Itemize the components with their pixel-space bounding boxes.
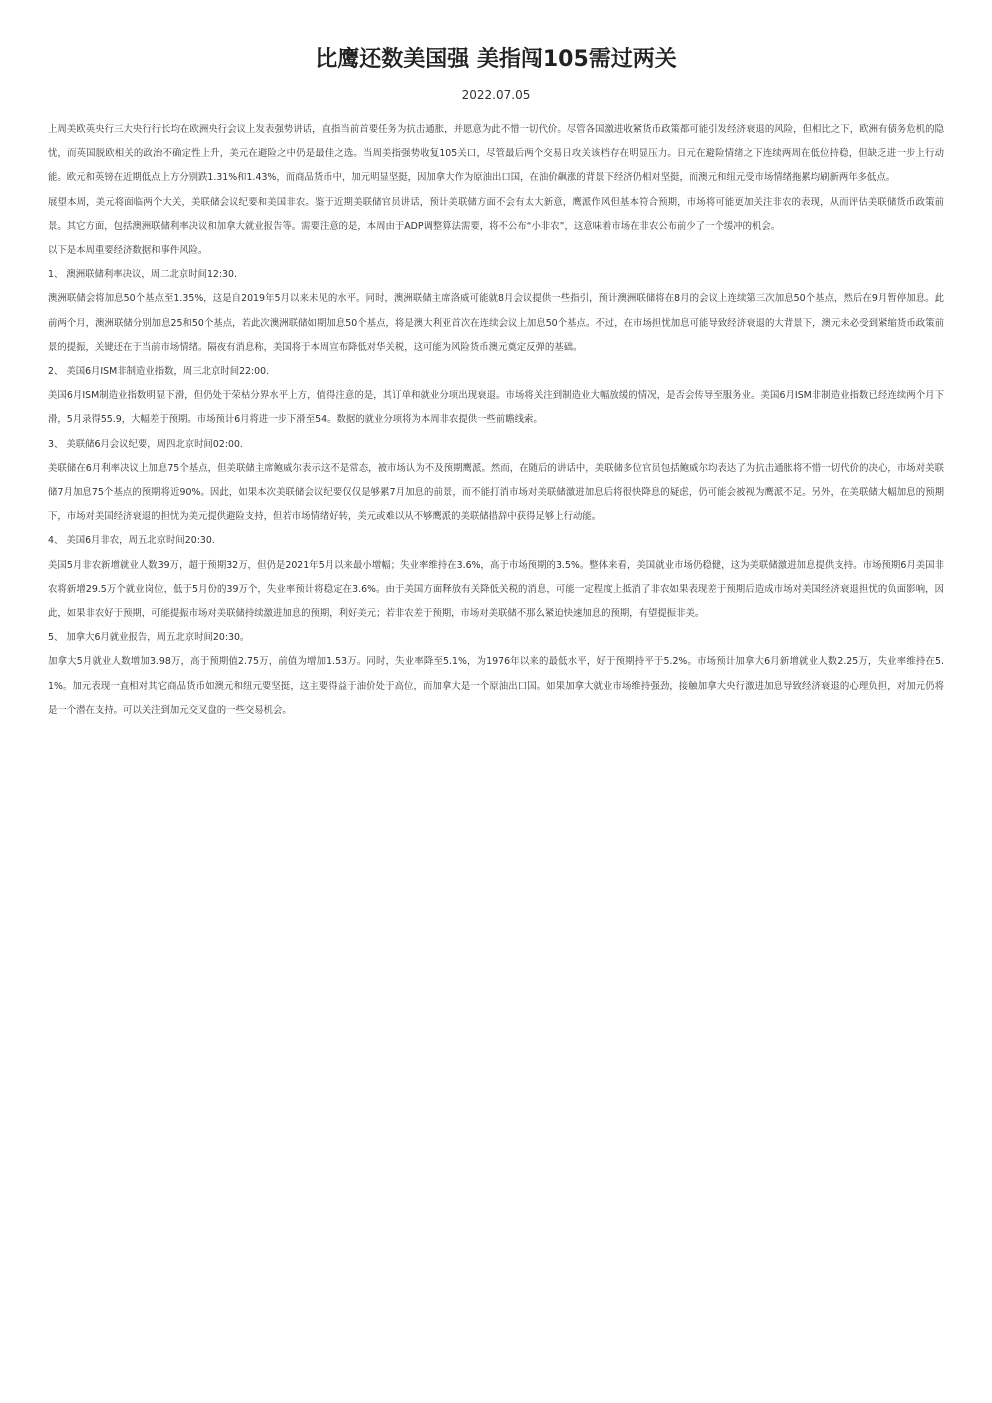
section-heading: 4、 美国6月非农，周五北京时间20:30.: [48, 535, 215, 547]
document-body: [48, 118, 944, 723]
section-heading: 3、 美联储6月会议纪要，周四北京时间02:00.: [48, 438, 243, 450]
paragraph: 澳洲联储会将加息50个基点至1.35%，这是自2019年5月以来未见的水平。同时，澳洲联储主席洛威可能就8月会议提供一些指引，预计澳洲联储将在8月的会议上连续第三次加息50个基点，然后在9月暂停加息。此前两个月，澳洲联储分别加息25和50个基点，若此次澳洲联储如期加息50个基点，将是澳大利亚首次在连续会议上加息50个基点。不过，在市场担忧加息可能导致经济衰退的大背景下，澳元未必受到紧缩货币政策前景的提振，关键还在于当前市场情绪。隔夜有消息称，美国将于本周宣布降低对华关税，这可能为风险货币澳元奠定反弹的基础。: [48, 293, 944, 353]
paragraph: 上周美欧英央行三大央行行长均在欧洲央行会议上发表强势讲话，直指当前首要任务为抗击通胀，并愿意为此不惜一切代价。尽管各国激进收紧货币政策都可能引发经济衰退的风险，但相比之下，欧洲有债务危机的隐忧，而英国脱欧相关的政治不确定性上升，美元在避险之中仍是最佳之选。当周美指强势收复105关口，尽管最后两个交易日攻关该档存在明显压力。日元在避险情绪之下连续两周在低位持稳，但缺乏进一步上行动能。欧元和英镑在近期低点上方分别跌1.31%和1.43%，而商品货币中，加元明显坚挺，因加拿大作为原油出口国，在油价飙涨的背景下经济仍相对坚挺，而澳元和纽元受市场情绪拖累均刷新两年多低点。: [48, 124, 944, 184]
section-heading: 2、 美国6月ISM非制造业指数，周三北京时间22:00.: [48, 366, 270, 378]
paragraph: 美国6月ISM制造业指数明显下滑，但仍处于荣枯分界水平上方，值得注意的是，其订单和就业分项出现衰退。市场将关注到制造业大幅放缓的情况，是否会传导至服务业。美国6月ISM非制造业指数已经连续两个月下滑，5月录得55.9，大幅差于预期。市场预计6月将进一步下滑至54。数据的就业分项将为本周非农提供一些前瞻线索。: [48, 390, 944, 426]
paragraph: 美国5月非农新增就业人数39万，超于预期32万，但仍是2021年5月以来最小增幅；失业率维持在3.6%，高于市场预期的3.5%。整体来看，美国就业市场仍稳健，这为美联储激进加息提供支持。市场预期6月美国非农将新增29.5万个就业岗位，低于5月份的39万个，失业率预计将稳定在3.6%。由于美国方面释放有关降低关税的消息，可能一定程度上抵消了非农如果表现差于预期后造成市场对美国经济衰退担忧的负面影响，因此，如果非农好于预期，可能提振市场对美联储持续激进加息的预期，利好美元；若非农差于预期，市场对美联储不那么紧迫快速加息的预期，有望提振非美。: [48, 559, 944, 620]
document-title: 比鹰还数美国强 美指闯105需过两关: [315, 47, 677, 72]
section-heading: 5、 加拿大6月就业报告，周五北京时间20:30。: [48, 632, 250, 644]
paragraph: 加拿大5月就业人数增加3.98万，高于预期值2.75万，前值为增加1.53万。同时，失业率降至5.1%，为1976年以来的最低水平，好于预期持平于5.2%。市场预计加拿大6月新增就业人数2.25万，失业率维持在5.1%。加元表现一直相对其它商品货币如澳元和纽元要坚挺，这主要得益于油价处于高位，而加拿大是一个原油出口国。如果加拿大就业市场维持强劲，接触加拿大央行激进加息导致经济衰退的心理负担，对加元仍将是一个潜在支持。可以关注到加元交叉盘的一些交易机会。: [48, 656, 944, 716]
paragraph: 展望本周，美元将面临两个大关，美联储会议纪要和美国非农。鉴于近期美联储官员讲话，预计美联储方面不会有太大新意，鹰派作风但基本符合预期，市场将可能更加关注非农的表现，从而评估美联储货币政策前景。其它方面，包括澳洲联储利率决议和加拿大就业报告等。需要注意的是，本周由于ADP调整算法需要，将不公布“小非农”，这意味着市场在非农公布前少了一个缓冲的机会。: [48, 196, 944, 232]
paragraph: 以下是本周重要经济数据和事件风险。: [48, 245, 208, 257]
section-heading: 1、 澳洲联储利率决议，周二北京时间12:30.: [48, 269, 237, 281]
paragraph: 美联储在6月利率决议上加息75个基点，但美联储主席鲍威尔表示这不是常态，被市场认为不及预期鹰派。然而，在随后的讲话中，美联储多位官员包括鲍威尔均表达了为抗击通胀将不惜一切代价的决心，市场对美联储7月加息75个基点的预期将近90%。因此，如果本次美联储会议纪要仅仅是够累7月加息的前景，而不能打消市场对美联储激进加息后将很快降息的疑虑，仍可能会被视为鹰派不足。另外，在美联储大幅加息的预期下，市场对美国经济衰退的担忧为美元提供避险支持，但若市场情绪好转，美元或难以从不够鹰派的美联储措辞中获得足够上行动能。: [48, 462, 944, 523]
document-date: 2022.07.05: [461, 88, 531, 102]
